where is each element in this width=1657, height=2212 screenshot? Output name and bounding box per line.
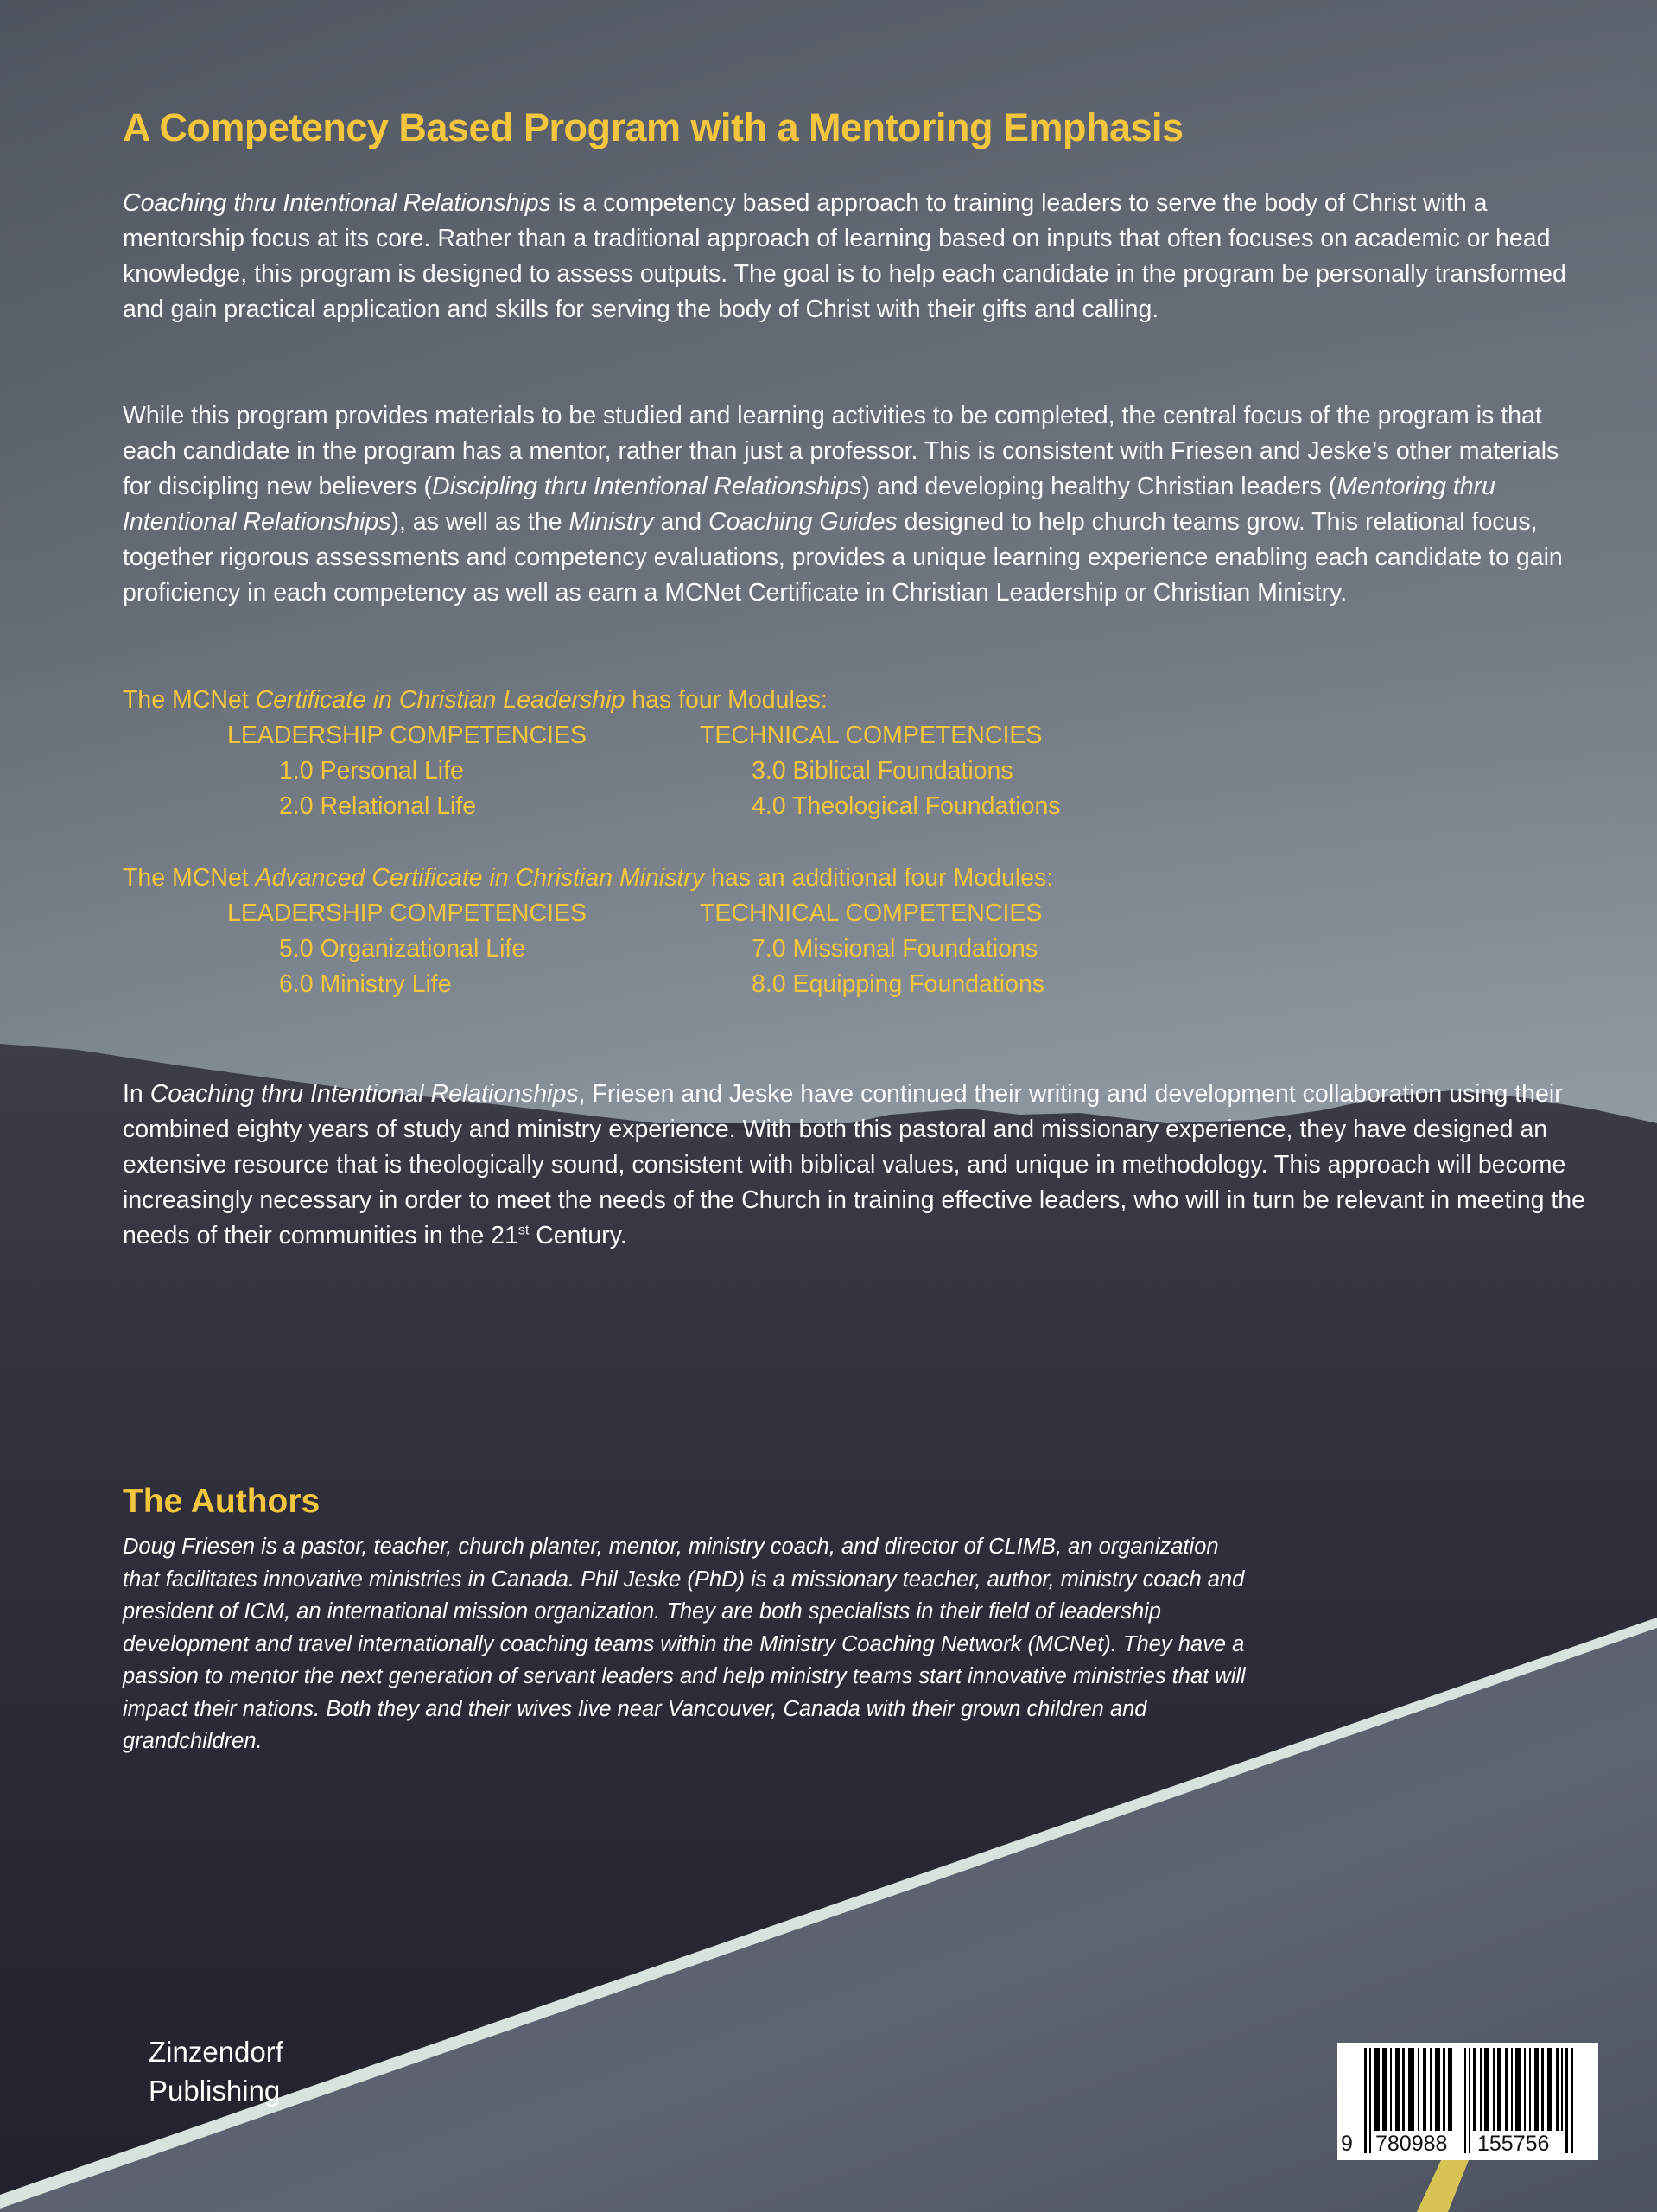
isbn-left-digits: 780988 (1375, 2132, 1448, 2156)
technical-competencies-header: TECHNICAL COMPETENCIES (700, 721, 1043, 749)
certificate-heading: The MCNet Advanced Certificate in Christian Ministry has an additional four Modules: (123, 864, 1054, 892)
isbn-right-digits: 155756 (1477, 2132, 1550, 2156)
module-item: 4.0 Theological Foundations (752, 792, 1061, 820)
isbn-lead-digit: 9 (1341, 2132, 1353, 2156)
module-item: 3.0 Biblical Foundations (752, 757, 1013, 785)
book-title-italic: Coaching thru Intentional Relationships (123, 189, 551, 217)
module-item: 2.0 Relational Life (279, 792, 477, 820)
certificate-ministry-block (123, 861, 1419, 1002)
module-item: 1.0 Personal Life (279, 757, 464, 785)
module-item: 7.0 Missional Foundations (752, 935, 1038, 963)
module-item: 8.0 Equipping Foundations (752, 970, 1045, 998)
certificate-leadership-block (123, 683, 1419, 824)
authors-heading: The Authors (123, 1483, 321, 1520)
intro-paragraph-1: Coaching thru Intentional Relationships is a competency based approach to training leaders to serve the body of Christ with a mentorship focus at its core. Rather than a traditional approach of learning based on inputs that often focuses on academic or head knowledge, this program is designed to assess outputs. The goal is to help each candidate in the program be personally transformed and gain practical application and skills for serving the body of Christ with their gifts and calling. (123, 189, 1566, 323)
technical-competencies-header: TECHNICAL COMPETENCIES (700, 899, 1043, 927)
leadership-competencies-header: LEADERSHIP COMPETENCIES (227, 899, 587, 927)
module-item: 5.0 Organizational Life (279, 935, 526, 963)
intro-paragraph-2: While this program provides materials to be studied and learning activities to be completed, the central focus of the program is that each candidate in the program has a mentor, rather than just a professor. This is consistent with Friesen and Jeske’s other materials for discipling new believers (Discipling thru Intentional Relationships) and developing healthy Christian leaders (Mentoring thru Intentional Relationships), as well as the Ministry and Coaching Guides designed to help church teams grow. This relational focus, together rigorous assessments and competency evaluations, provides a unique learning experience enabling each candidate to gain proficiency in each competency as well as earn a MCNet Certificate in Christian Leadership or Christian Ministry. (123, 402, 1563, 607)
authors-bio: Doug Friesen is a pastor, teacher, church planter, mentor, ministry coach, and director of CLIMB, an organization that facilitates innovative ministries in Canada. Phil Jeske (PhD) is a missionary teacher, author, ministry coach and president of ICM, an international mission organization. They are both specialists in their field of leadership development and travel internationally coaching teams within the Ministry Coaching Network (MCNet). They have a passion to mentor the next generation of servant leaders and help ministry teams start innovative ministries that will impact their nations. Both they and their wives live near Vancouver, Canada with their grown children and grandchildren. (123, 1535, 1246, 1753)
leadership-competencies-header: LEADERSHIP COMPETENCIES (227, 721, 587, 749)
page-title: A Competency Based Program with a Mentoring Emphasis (123, 105, 1184, 149)
certificate-heading: The MCNet Certificate in Christian Leadership has four Modules: (123, 686, 828, 714)
closing-paragraph: In Coaching thru Intentional Relationships, Friesen and Jeske have continued their writing and development collaboration using their combined eighty years of study and ministry experience. With both this pastoral and missionary experience, they have designed an extensive resource that is theologically sound, consistent with biblical values, and unique in methodology. This approach will become increasingly necessary in order to meet the needs of the Church in training effective leaders, who will in turn be relevant in meeting the needs of their communities in the 21st Century. (123, 1080, 1585, 1249)
module-item: 6.0 Ministry Life (279, 970, 452, 998)
publisher-name: Zinzendorf Publishing (149, 2036, 283, 2107)
isbn-barcode (1337, 2043, 1598, 2160)
